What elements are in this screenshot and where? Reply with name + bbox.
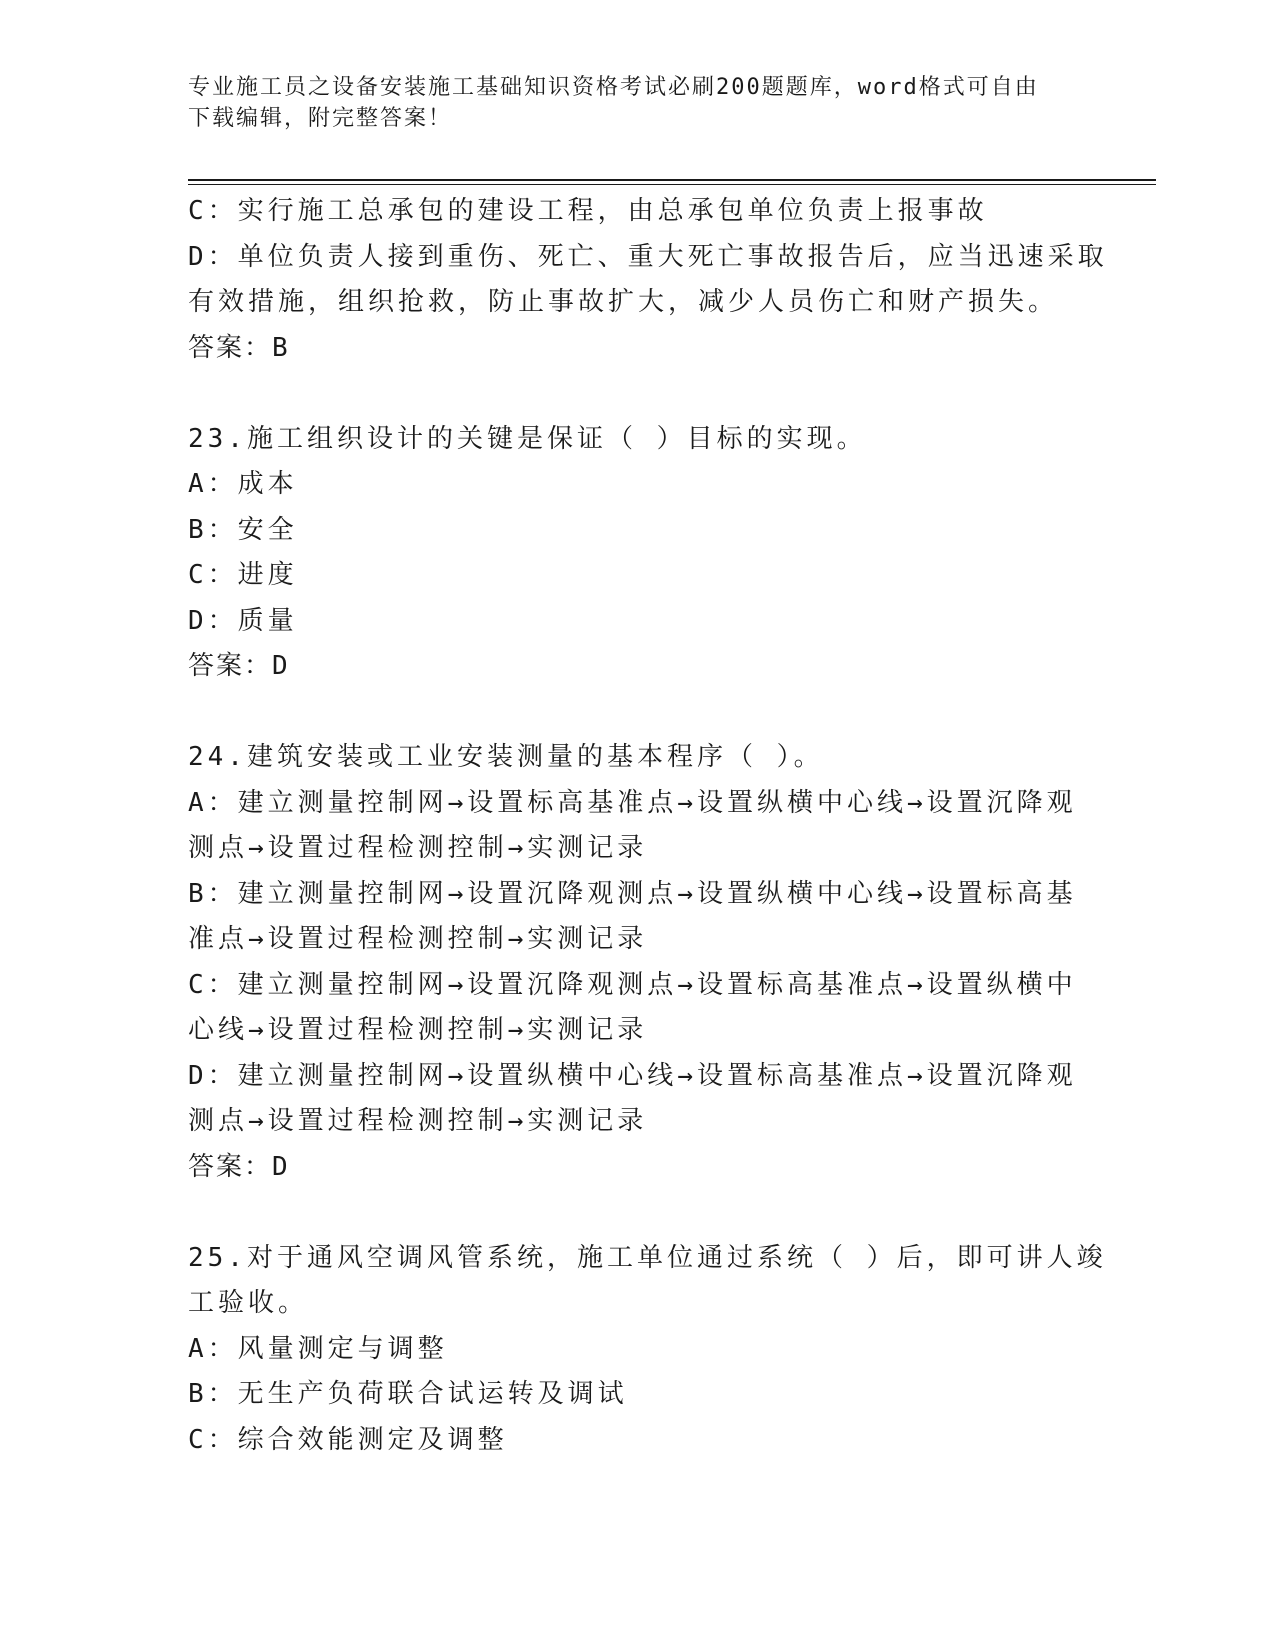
header-divider-thin [188,184,1156,185]
question-23 [188,417,1088,690]
header-line-2: 下载编辑，附完整答案！ [188,106,453,131]
option-d: D：质量 [188,605,298,636]
document-header [188,72,1068,134]
question-25 [188,1236,1107,1464]
option-a: A：建立测量控制网→设置标高基准点→设置纵横中心线→设置沉降观 [188,787,1077,818]
option-d-continuation: 有效措施，组织抢救，防止事故扩大，减少人员伤亡和财产损失。 [188,287,1059,317]
question-stem-continuation: 工验收。 [188,1288,309,1318]
option-b-continuation: 准点→设置过程检测控制→实测记录 [188,924,648,954]
question-24 [188,735,1088,1190]
option-a-continuation: 测点→设置过程检测控制→实测记录 [188,833,648,863]
header-divider-thick [188,179,1156,181]
option-a: A：成本 [188,469,298,499]
option-b: B：建立测量控制网→设置沉降观测点→设置纵横中心线→设置标高基 [188,878,1077,909]
document-body [188,189,1108,1463]
spacer [188,690,1088,736]
option-c-continuation: 心线→设置过程检测控制→实测记录 [188,1015,648,1045]
spacer [188,1190,1088,1236]
question-stem: 25.对于通风空调风管系统，施工单位通过系统（ ）后，即可讲人竣 [188,1242,1107,1273]
option-c: C：综合效能测定及调整 [188,1424,508,1455]
option-c: C：建立测量控制网→设置沉降观测点→设置标高基准点→设置纵横中 [188,969,1077,1000]
answer-line: 答案：B [188,332,290,363]
question-stem: 23.施工组织设计的关键是保证（ ）目标的实现。 [188,423,867,454]
option-a: A：风量测定与调整 [188,1333,448,1364]
answer-line: 答案：D [188,651,290,681]
option-b: B：安全 [188,514,298,545]
option-d-continuation: 测点→设置过程检测控制→实测记录 [188,1106,648,1136]
option-c: C：进度 [188,560,298,590]
option-d: D：建立测量控制网→设置纵横中心线→设置标高基准点→设置沉降观 [188,1060,1077,1091]
spacer [188,371,1088,417]
option-b: B：无生产负荷联合试运转及调试 [188,1379,628,1409]
question-22-tail [188,189,1108,371]
header-line-1: 专业施工员之设备安装施工基础知识资格考试必刷200题题库，word格式可自由 [188,75,1039,100]
option-d: D：单位负责人接到重伤、死亡、重大死亡事故报告后，应当迅速采取 [188,241,1108,272]
option-c: C：实行施工总承包的建设工程，由总承包单位负责上报事故 [188,196,988,226]
question-stem: 24.建筑安装或工业安装测量的基本程序（ ）。 [188,742,824,772]
answer-line: 答案：D [188,1151,290,1182]
